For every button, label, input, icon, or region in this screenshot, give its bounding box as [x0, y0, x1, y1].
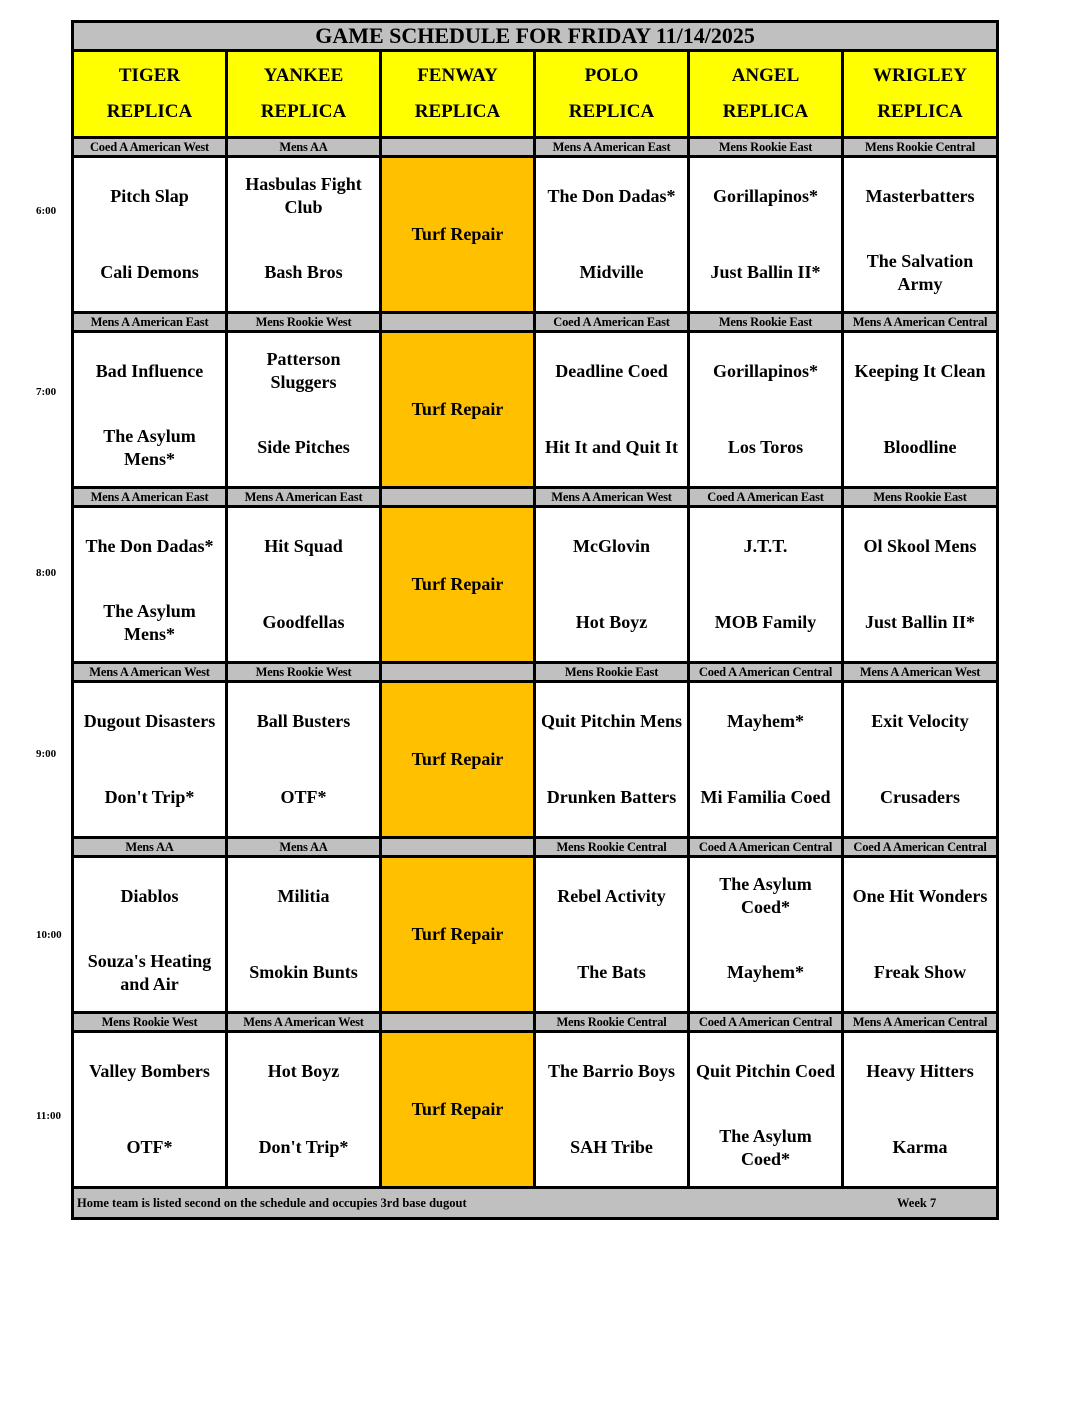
game-row: [73, 682, 998, 838]
home-team: The Bats: [577, 962, 646, 983]
home-team: Bloodline: [883, 437, 957, 458]
game-cell: [843, 682, 998, 838]
away-team: The Barrio Boys: [547, 1060, 675, 1081]
home-team: OTF*: [126, 1137, 173, 1158]
away-team: Quit Pitchin Coed: [695, 1060, 835, 1081]
game-cell: [227, 857, 381, 1013]
division-label: Mens A American East: [73, 488, 227, 507]
division-label: Mens Rookie West: [227, 313, 381, 332]
field-sub: REPLICA: [260, 101, 347, 122]
time-label: 7:00: [36, 386, 57, 398]
home-team: Freak Show: [873, 962, 967, 983]
division-row: [73, 1013, 998, 1032]
game-cell: [535, 332, 689, 488]
division-label: Mens Rookie East: [535, 663, 689, 682]
division-row: [73, 313, 998, 332]
away-team: Heavy Hitters: [866, 1060, 974, 1081]
away-team: Hasbulas Fight Club: [245, 174, 362, 218]
field-header: [689, 51, 843, 138]
field-header: [73, 51, 227, 138]
game-cell: [689, 1032, 843, 1188]
game-cell: [843, 507, 998, 663]
home-team: Just Ballin II*: [865, 612, 976, 633]
division-label: Mens Rookie Central: [535, 1013, 689, 1032]
away-team: Gorillapinos*: [712, 360, 819, 381]
division-label: Coed A American Central: [843, 838, 998, 857]
away-team: Ball Busters: [256, 710, 351, 731]
time-label: 10:00: [36, 929, 62, 941]
game-cell: [227, 157, 381, 313]
home-team: The Asylum Mens*: [103, 600, 196, 644]
division-label: [381, 313, 535, 332]
home-team: SAH Tribe: [570, 1137, 653, 1158]
game-row: [73, 507, 998, 663]
division-label: Mens Rookie West: [73, 1013, 227, 1032]
game-cell: [227, 682, 381, 838]
division-label: Mens A American Central: [843, 313, 998, 332]
field-name: YANKEE: [263, 65, 344, 86]
week-label: Week 7: [897, 1196, 937, 1210]
division-label: [381, 838, 535, 857]
game-row: [73, 1032, 998, 1188]
division-label: Coed A American East: [689, 488, 843, 507]
away-team: Keeping It Clean: [854, 360, 986, 381]
field-sub: REPLICA: [877, 101, 963, 122]
away-team: Hot Boyz: [267, 1060, 340, 1081]
division-label: [381, 488, 535, 507]
division-label: Coed A American Central: [689, 838, 843, 857]
field-sub: REPLICA: [568, 101, 655, 122]
away-team: Mayhem*: [727, 710, 804, 731]
time-label: 6:00: [36, 205, 57, 217]
division-label: Mens A American West: [843, 663, 998, 682]
field-header: [381, 51, 535, 138]
title-row: [73, 22, 998, 51]
field-header-row: [73, 51, 998, 138]
field-name: FENWAY: [417, 65, 498, 86]
game-cell: [689, 857, 843, 1013]
division-label: Mens Rookie East: [843, 488, 998, 507]
division-label: Mens A American East: [535, 138, 689, 157]
field-name: WRIGLEY: [873, 65, 967, 86]
footer-cell: [73, 1188, 998, 1219]
division-label: Mens AA: [227, 838, 381, 857]
game-cell: [689, 332, 843, 488]
division-label: Coed A American West: [73, 138, 227, 157]
game-row: [73, 332, 998, 488]
home-team: Just Ballin II*: [710, 262, 821, 283]
division-label: Mens Rookie West: [227, 663, 381, 682]
division-row: [73, 138, 998, 157]
division-label: Mens Rookie Central: [843, 138, 998, 157]
footer-row: [73, 1188, 998, 1219]
game-cell: [535, 157, 689, 313]
division-label: Coed A American East: [535, 313, 689, 332]
division-label: Mens A American East: [227, 488, 381, 507]
away-team: Bad Influence: [95, 360, 204, 381]
field-sub: REPLICA: [106, 101, 193, 122]
game-cell: [535, 507, 689, 663]
game-cell: [843, 332, 998, 488]
field-name: POLO: [584, 65, 639, 86]
game-cell: [73, 507, 227, 663]
home-team-note: Home team is listed second on the schedule and occupies 3rd base dugout: [77, 1196, 467, 1210]
turf-repair-block: Turf Repair: [381, 857, 535, 1013]
field-header: [227, 51, 381, 138]
away-team: Diablos: [120, 885, 179, 906]
division-label: Mens Rookie East: [689, 313, 843, 332]
home-team: Hit It and Quit It: [544, 437, 679, 458]
home-team: The Asylum Coed*: [719, 1125, 812, 1169]
game-cell: [843, 1032, 998, 1188]
home-team: Don't Trip*: [258, 1137, 349, 1158]
game-cell: [227, 507, 381, 663]
field-header: [843, 51, 998, 138]
away-team: The Asylum Coed*: [719, 874, 812, 918]
home-team: The Salvation Army: [866, 250, 974, 294]
division-label: Mens A American East: [73, 313, 227, 332]
away-team: Ol Skool Mens: [863, 535, 977, 556]
division-label: [381, 138, 535, 157]
game-cell: [689, 157, 843, 313]
game-row: [73, 857, 998, 1013]
game-cell: [843, 857, 998, 1013]
away-team: Patterson Sluggers: [266, 349, 341, 393]
division-label: Coed A American Central: [689, 663, 843, 682]
away-team: Dugout Disasters: [83, 710, 216, 731]
turf-repair-block: Turf Repair: [381, 682, 535, 838]
game-cell: [73, 332, 227, 488]
away-team: One Hit Wonders: [852, 885, 988, 906]
game-row: [73, 157, 998, 313]
home-team: Bash Bros: [264, 262, 343, 283]
away-team: Hit Squad: [264, 535, 343, 556]
home-team: OTF*: [280, 787, 327, 808]
home-team: Smokin Bunts: [249, 962, 358, 983]
field-sub: REPLICA: [722, 101, 809, 122]
away-team: Gorillapinos*: [712, 185, 819, 206]
game-cell: [73, 157, 227, 313]
home-team: Side Pitches: [257, 437, 350, 458]
time-label: 8:00: [36, 567, 57, 579]
game-cell: [227, 1032, 381, 1188]
home-team: Mi Familia Coed: [700, 787, 831, 808]
field-name: TIGER: [118, 65, 181, 86]
field-sub: REPLICA: [414, 101, 501, 122]
away-team: The Don Dadas*: [85, 535, 214, 556]
game-cell: [535, 1032, 689, 1188]
home-team: Mayhem*: [727, 962, 804, 983]
time-label: 11:00: [36, 1110, 62, 1122]
away-team: Quit Pitchin Mens: [540, 710, 682, 731]
home-team: Goodfellas: [262, 612, 345, 633]
turf-repair-block: Turf Repair: [381, 507, 535, 663]
division-row: [73, 838, 998, 857]
schedule-title: GAME SCHEDULE FOR FRIDAY 11/14/2025: [73, 22, 998, 51]
game-cell: [535, 857, 689, 1013]
home-team: Cali Demons: [100, 262, 199, 283]
away-team: Exit Velocity: [871, 710, 969, 731]
game-cell: [689, 507, 843, 663]
away-team: Pitch Slap: [110, 185, 189, 206]
division-label: Mens AA: [73, 838, 227, 857]
division-label: Mens AA: [227, 138, 381, 157]
field-header: [535, 51, 689, 138]
home-team: Souza's Heating and Air: [87, 950, 212, 994]
schedule-table: [71, 20, 999, 1220]
game-cell: [689, 682, 843, 838]
game-cell: [227, 332, 381, 488]
away-team: Valley Bombers: [89, 1060, 210, 1081]
division-row: [73, 663, 998, 682]
turf-repair-block: Turf Repair: [381, 157, 535, 313]
home-team: Karma: [892, 1137, 948, 1158]
game-cell: [843, 157, 998, 313]
home-team: Midville: [579, 262, 644, 283]
division-label: [381, 663, 535, 682]
division-label: Mens Rookie Central: [535, 838, 689, 857]
game-cell: [73, 682, 227, 838]
home-team: MOB Family: [714, 612, 817, 633]
division-label: Coed A American Central: [689, 1013, 843, 1032]
away-team: Deadline Coed: [555, 360, 668, 381]
division-label: Mens Rookie East: [689, 138, 843, 157]
division-label: Mens A American Central: [843, 1013, 998, 1032]
turf-repair-block: Turf Repair: [381, 332, 535, 488]
away-team: Masterbatters: [865, 185, 975, 206]
field-name: ANGEL: [731, 65, 800, 86]
home-team: Los Toros: [727, 437, 804, 458]
game-cell: [73, 1032, 227, 1188]
game-cell: [535, 682, 689, 838]
time-label: 9:00: [36, 748, 57, 760]
away-team: Rebel Activity: [557, 885, 666, 906]
away-team: The Don Dadas*: [547, 185, 676, 206]
home-team: Don't Trip*: [104, 787, 195, 808]
home-team: Crusaders: [880, 787, 961, 808]
home-team: The Asylum Mens*: [103, 425, 196, 469]
division-row: [73, 488, 998, 507]
away-team: Militia: [277, 885, 330, 906]
division-label: [381, 1013, 535, 1032]
home-team: Drunken Batters: [546, 787, 677, 808]
away-team: McGlovin: [573, 535, 650, 556]
turf-repair-block: Turf Repair: [381, 1032, 535, 1188]
division-label: Mens A American West: [227, 1013, 381, 1032]
division-label: Mens A American West: [535, 488, 689, 507]
away-team: J.T.T.: [743, 535, 788, 556]
home-team: Hot Boyz: [575, 612, 648, 633]
division-label: Mens A American West: [73, 663, 227, 682]
game-cell: [73, 857, 227, 1013]
